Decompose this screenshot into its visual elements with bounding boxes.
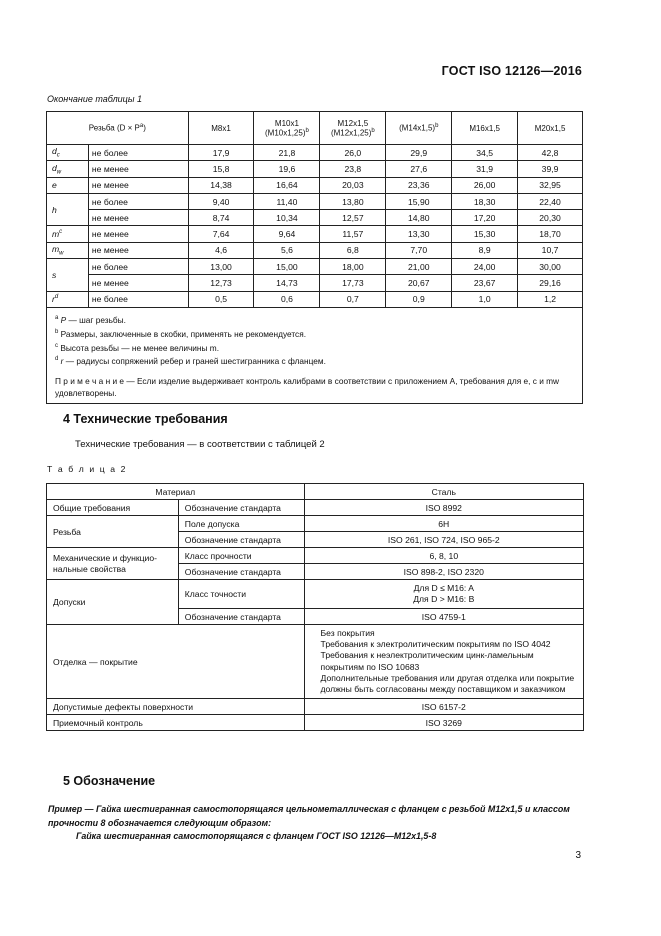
table2-caption: Т а б л и ц а 2 [47,464,127,474]
footnote: $^a$ P — шаг резьбы. [55,314,126,325]
footnote: $^d$ r — радиусы сопряжений ребер и граней шестигранника с фланцем. [55,356,326,367]
table-row [47,259,583,275]
value-cell: 39,9 [518,161,583,177]
row-label: Приемочный контроль [47,715,305,731]
value-cell: 20,30 [518,210,583,226]
symbol-cell: $m_w$ [47,242,89,258]
symbol-cell: $d_w$ [47,161,89,177]
row-value: ISO 4759-1 [304,609,583,625]
row-value: ISO 261, ISO 724, ISO 965-2 [304,532,583,548]
row-label: Допуски [47,580,179,625]
condition-cell: не более [88,145,188,161]
symbol-cell: h [47,193,89,226]
value-cell: 8,9 [452,242,518,258]
condition-cell: не более [88,291,188,307]
thread-header-cell: Резьба $(D \times P^a)$ [47,112,189,145]
value-cell: 12,57 [320,210,386,226]
example-text: Пример — Гайка шестигранная самостопорящаяся цельнометаллическая с фланцем с резьбой M12x1,5 и классом прочности 8 обозначается следующим образом: [48,804,570,828]
value-cell: 23,8 [320,161,386,177]
section4-text: Технические требования — в соответствии с таблицей 2 [75,439,325,450]
value-cell: 31,9 [452,161,518,177]
col-header: M10x1 $(M10x1,25)^b$ [254,112,320,145]
value-cell: 13,30 [386,226,452,242]
table-row [47,177,583,193]
value-cell: 1,0 [452,291,518,307]
value-cell: 19,6 [254,161,320,177]
section5-title: 5 Обозначение [63,774,156,788]
table-row [47,625,584,699]
document-code: ГОСТ ISO 12126—2016 [441,64,582,78]
value-cell: 15,00 [254,259,320,275]
row-key: Обозначение стандарта [178,532,304,548]
value-cell: 21,8 [254,145,320,161]
steel-header: Сталь [304,484,583,500]
row-label: Допустимые дефекты поверхности [47,699,305,715]
value-cell: 17,20 [452,210,518,226]
table1-footnotes-row [47,307,583,403]
table1-note: П р и м е ч а н и е — Если изделие выдерживает контроль калибрами в соответствии с приложением А, требования для e, c и mw удовлетворены. [55,376,560,399]
value-cell: 0,5 [188,291,254,307]
row-key: Класс прочности [178,548,304,564]
value-cell: 0,7 [320,291,386,307]
row-value: ISO 3269 [304,715,583,731]
value-cell: 27,6 [386,161,452,177]
footnote: $^c$ Высота резьбы — не менее величины m. [55,342,219,353]
value-cell: 14,38 [188,177,254,193]
col-header: M8x1 [188,112,254,145]
row-value: 6, 8, 10 [304,548,583,564]
value-cell: 26,0 [320,145,386,161]
value-cell: 6,8 [320,242,386,258]
value-cell: 15,8 [188,161,254,177]
value-cell: 23,36 [386,177,452,193]
value-cell: 29,16 [518,275,583,291]
row-value: 6H [304,516,583,532]
row-key: Класс точности [178,580,304,609]
table-row [47,580,584,609]
value-cell: 13,80 [320,193,386,209]
condition-cell: не менее [88,161,188,177]
value-cell: 4,6 [188,242,254,258]
table-row [47,193,583,209]
value-cell: 12,73 [188,275,254,291]
section4-title: 4 Технические требования [63,412,228,426]
symbol-cell: $r^d$ [47,291,89,307]
page-number: 3 [575,850,581,861]
col-header: $(M14x1,5)^b$ [386,112,452,145]
value-cell: 0,6 [254,291,320,307]
table-row [47,500,584,516]
value-cell: 7,64 [188,226,254,242]
symbol-cell: $d_c$ [47,145,89,161]
col-header: M20x1,5 [518,112,583,145]
row-label: Резьба [47,516,179,548]
value-cell: 26,00 [452,177,518,193]
value-cell: 20,67 [386,275,452,291]
table2-header-row [47,484,584,500]
value-cell: 42,8 [518,145,583,161]
table-row [47,226,583,242]
value-cell: 29,9 [386,145,452,161]
row-label: Механические и функцио-нальные свойства [47,548,179,580]
table-row [47,699,584,715]
table-row [47,516,584,532]
table1-caption: Окончание таблицы 1 [47,94,142,104]
value-cell: 18,70 [518,226,583,242]
value-cell: 8,74 [188,210,254,226]
condition-cell: не менее [88,226,188,242]
value-cell: 18,30 [452,193,518,209]
value-cell: 16,64 [254,177,320,193]
value-cell: 22,40 [518,193,583,209]
designation-text: Гайка шестигранная самостопорящаяся с фланцем ГОСТ ISO 12126—M12x1,5-8 [76,831,437,841]
value-cell: 17,9 [188,145,254,161]
table-row [47,715,584,731]
table2 [46,483,584,731]
value-cell: 9,40 [188,193,254,209]
value-cell: 23,67 [452,275,518,291]
value-cell: 13,00 [188,259,254,275]
row-value: ISO 6157-2 [304,699,583,715]
symbol-cell: $m^c$ [47,226,89,242]
material-header: Материал [47,484,305,500]
value-cell: 10,7 [518,242,583,258]
row-key: Обозначение стандарта [178,564,304,580]
value-cell: 7,70 [386,242,452,258]
condition-cell: не менее [88,210,188,226]
finish-value: Без покрытия Требования к электролитическим покрытиям по ISO 4042 Требования к неэлектролитическим цинк-ламельным покрытиям по ISO 10683 Дополнительные требования или другая отделка или покрытие должны быть согласованы между поставщиком и заказчиком [304,625,583,699]
value-cell: 32,95 [518,177,583,193]
col-header: M12x1,5 $(M12x1,25)^b$ [320,112,386,145]
value-cell: 5,6 [254,242,320,258]
table-row [47,291,583,307]
table-row [47,145,583,161]
symbol-cell: e [47,177,89,193]
table-row [47,548,584,564]
condition-cell: не менее [88,242,188,258]
value-cell: 0,9 [386,291,452,307]
table-row [47,275,583,291]
value-cell: 9,64 [254,226,320,242]
condition-cell: не менее [88,275,188,291]
col-header: M16x1,5 [452,112,518,145]
value-cell: 14,73 [254,275,320,291]
row-key: Поле допуска [178,516,304,532]
footnotes-cell [47,307,583,403]
value-cell: 15,30 [452,226,518,242]
row-key: Обозначение стандарта [178,500,304,516]
condition-cell: не менее [88,177,188,193]
value-cell: 34,5 [452,145,518,161]
table-row [47,161,583,177]
condition-cell: не более [88,259,188,275]
value-cell: 11,57 [320,226,386,242]
table-row [47,210,583,226]
value-cell: 17,73 [320,275,386,291]
row-value: ISO 8992 [304,500,583,516]
value-cell: 1,2 [518,291,583,307]
value-cell: 15,90 [386,193,452,209]
row-key: Обозначение стандарта [178,609,304,625]
table1-header-row [47,112,583,145]
value-cell: 14,80 [386,210,452,226]
value-cell: 20,03 [320,177,386,193]
row-value: Для D ≤ M16: A Для D > M16: B [304,580,583,609]
value-cell: 24,00 [452,259,518,275]
value-cell: 11,40 [254,193,320,209]
value-cell: 30,00 [518,259,583,275]
row-value: ISO 898-2, ISO 2320 [304,564,583,580]
condition-cell: не более [88,193,188,209]
value-cell: 10,34 [254,210,320,226]
table-row [47,242,583,258]
value-cell: 18,00 [320,259,386,275]
row-label: Отделка — покрытие [47,625,305,699]
symbol-cell: s [47,259,89,292]
value-cell: 21,00 [386,259,452,275]
row-label: Общие требования [47,500,179,516]
table1 [46,111,583,404]
footnote: $^b$ Размеры, заключенные в скобки, применять не рекомендуется. [55,328,306,339]
